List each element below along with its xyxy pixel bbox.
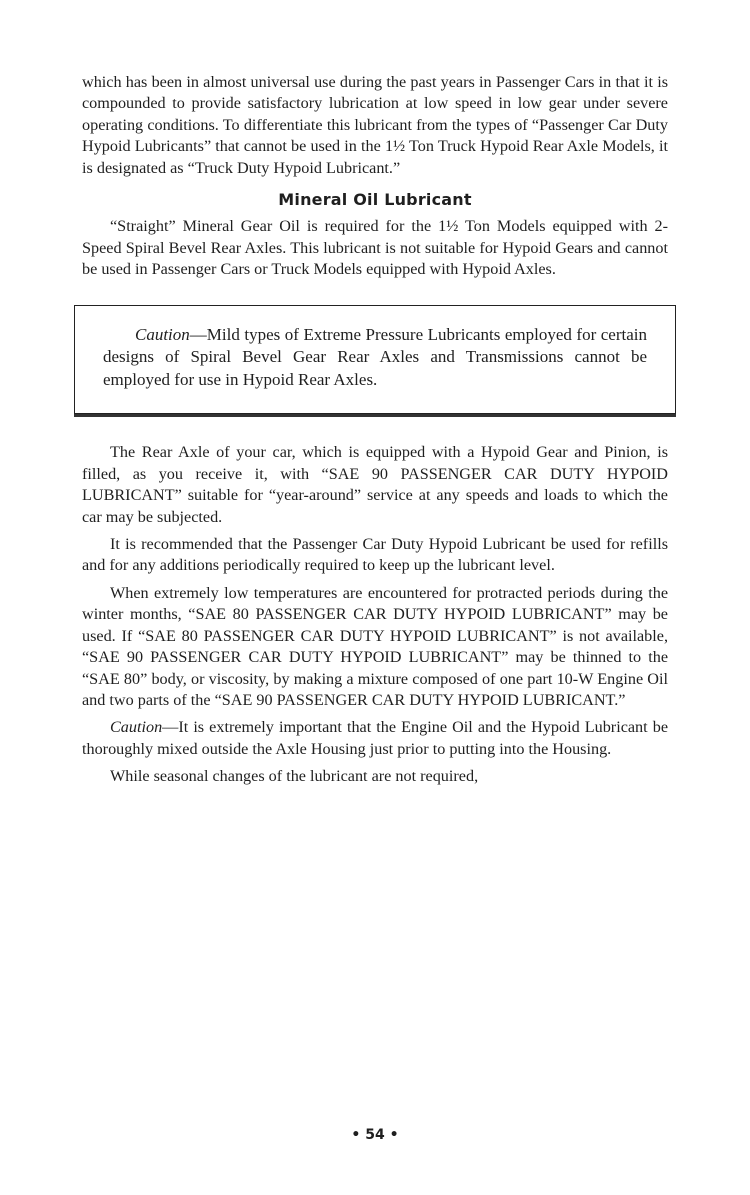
caution-box <box>74 305 676 415</box>
rear-axle-paragraph: The Rear Axle of your car, which is equipped with a Hypoid Gear and Pinion, is filled, as you receive it, with “SAE 90 PASSENGER CAR DUTY HYPOID LUBRICANT” suitable for “year-around” service at any speeds and loads to which the car may be subjected. <box>82 443 668 526</box>
section-heading: Mineral Oil Lubricant <box>278 190 472 210</box>
page-number: • 54 • <box>351 1127 399 1143</box>
mineral-oil-paragraph: “Straight” Mineral Gear Oil is required for the 1½ Ton Models equipped with 2-Speed Spiral Bevel Rear Axles. This lubricant is not suitable for Hypoid Gears and cannot be used in Passenger Cars or Truck Models equipped with Hypoid Axles. <box>82 217 668 279</box>
mixing-caution-label: Caution <box>110 718 163 737</box>
seasonal-paragraph: While seasonal changes of the lubricant are not required, <box>110 767 479 786</box>
mixing-caution-text: —It is extremely important that the Engine Oil and the Hypoid Lubricant be thoroughly mixed outside the Axle Housing just prior to putting into the Housing. <box>82 718 668 758</box>
refill-paragraph: It is recommended that the Passenger Car Duty Hypoid Lubricant be used for refills and for any additions periodically required to keep up the lubricant level. <box>82 535 668 575</box>
caution-box-paragraph <box>103 324 647 392</box>
continued-paragraph: which has been in almost universal use during the past years in Passenger Cars in that it is compounded to provide satisfactory lubrication at low speed in low gear under severe operating conditions. To differentiate this lubricant from the types of “Passenger Car Duty Hypoid Lubricants” that cannot be used in the 1½ Ton Truck Hypoid Rear Axle Models, it is designated as “Truck Duty Hypoid Lubricant.” <box>82 73 668 177</box>
page-content <box>82 72 668 788</box>
mixing-caution-paragraph <box>82 717 668 760</box>
low-temperature-paragraph: When extremely low temperatures are encountered for protracted periods during the winter months, “SAE 80 PASSENGER CAR DUTY HYPOID LUBRICANT” may be used. If “SAE 80 PASSENGER CAR DUTY HYPOID LUBRICANT” is not available, “SAE 90 PASSENGER CAR DUTY HYPOID LUBRICANT” may be thinned to the “SAE 80” body, or viscosity, by making a mixture composed of one part 10-W Engine Oil and two parts of the “SAE 90 PASSENGER CAR DUTY HYPOID LUBRICANT.” <box>82 583 668 709</box>
caution-label: Caution <box>135 324 190 344</box>
body-text <box>82 442 668 787</box>
caution-text: —Mild types of Extreme Pressure Lubricants employed for certain designs of Spiral Bevel Gear Rear Axles and Transmissions cannot be employed for use in Hypoid Rear Axles. <box>103 324 647 389</box>
